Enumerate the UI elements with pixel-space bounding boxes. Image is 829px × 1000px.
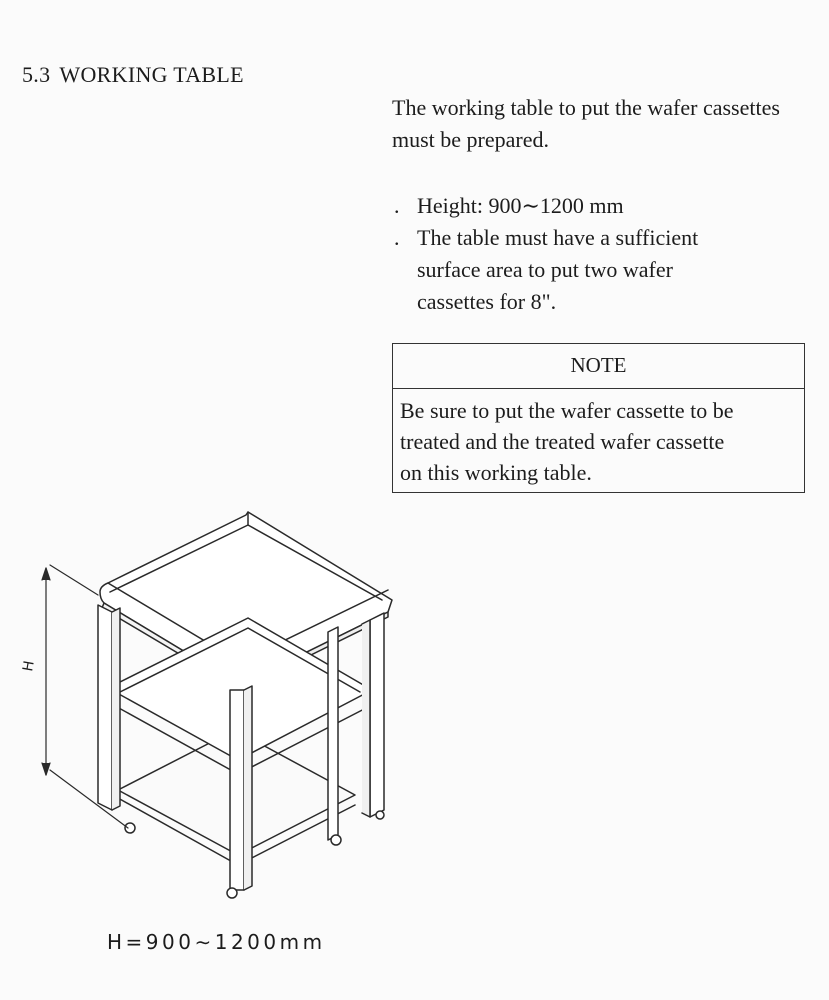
requirement-text: Height: 900∼1200 mm: [417, 193, 624, 218]
bullet: .: [394, 193, 400, 218]
bullet: .: [394, 225, 400, 250]
note-line-3: on this working table.: [400, 460, 592, 485]
section-heading: [22, 62, 244, 88]
requirement-height: [392, 190, 812, 222]
note-body: [393, 389, 804, 488]
note-heading: NOTE: [393, 344, 804, 389]
intro-paragraph: The working table to put the wafer cassettes must be prepared.: [392, 95, 780, 152]
note-line-2: treated and the treated wafer cassette: [400, 429, 725, 454]
figure-caption: H=900∼1200mm: [107, 930, 326, 954]
front-leg: [230, 686, 252, 890]
requirement-text-line3: cassettes for 8".: [417, 289, 557, 314]
right-leg: [362, 613, 384, 817]
requirement-text-line1: The table must have a sufficient: [417, 225, 699, 250]
note-box: [392, 343, 805, 493]
section-title: WORKING TABLE: [59, 62, 244, 87]
rear-leg: [328, 627, 338, 840]
note-line-1: Be sure to put the wafer cassette to be: [400, 398, 734, 423]
left-leg: [98, 605, 120, 810]
working-table-drawing: [0, 505, 420, 900]
section-number: 5.3: [22, 62, 51, 87]
requirement-text-line2: surface area to put two wafer: [417, 257, 673, 282]
requirement-surface: [392, 222, 812, 318]
dimension-label: H: [20, 659, 38, 673]
requirements-list: [392, 190, 812, 318]
